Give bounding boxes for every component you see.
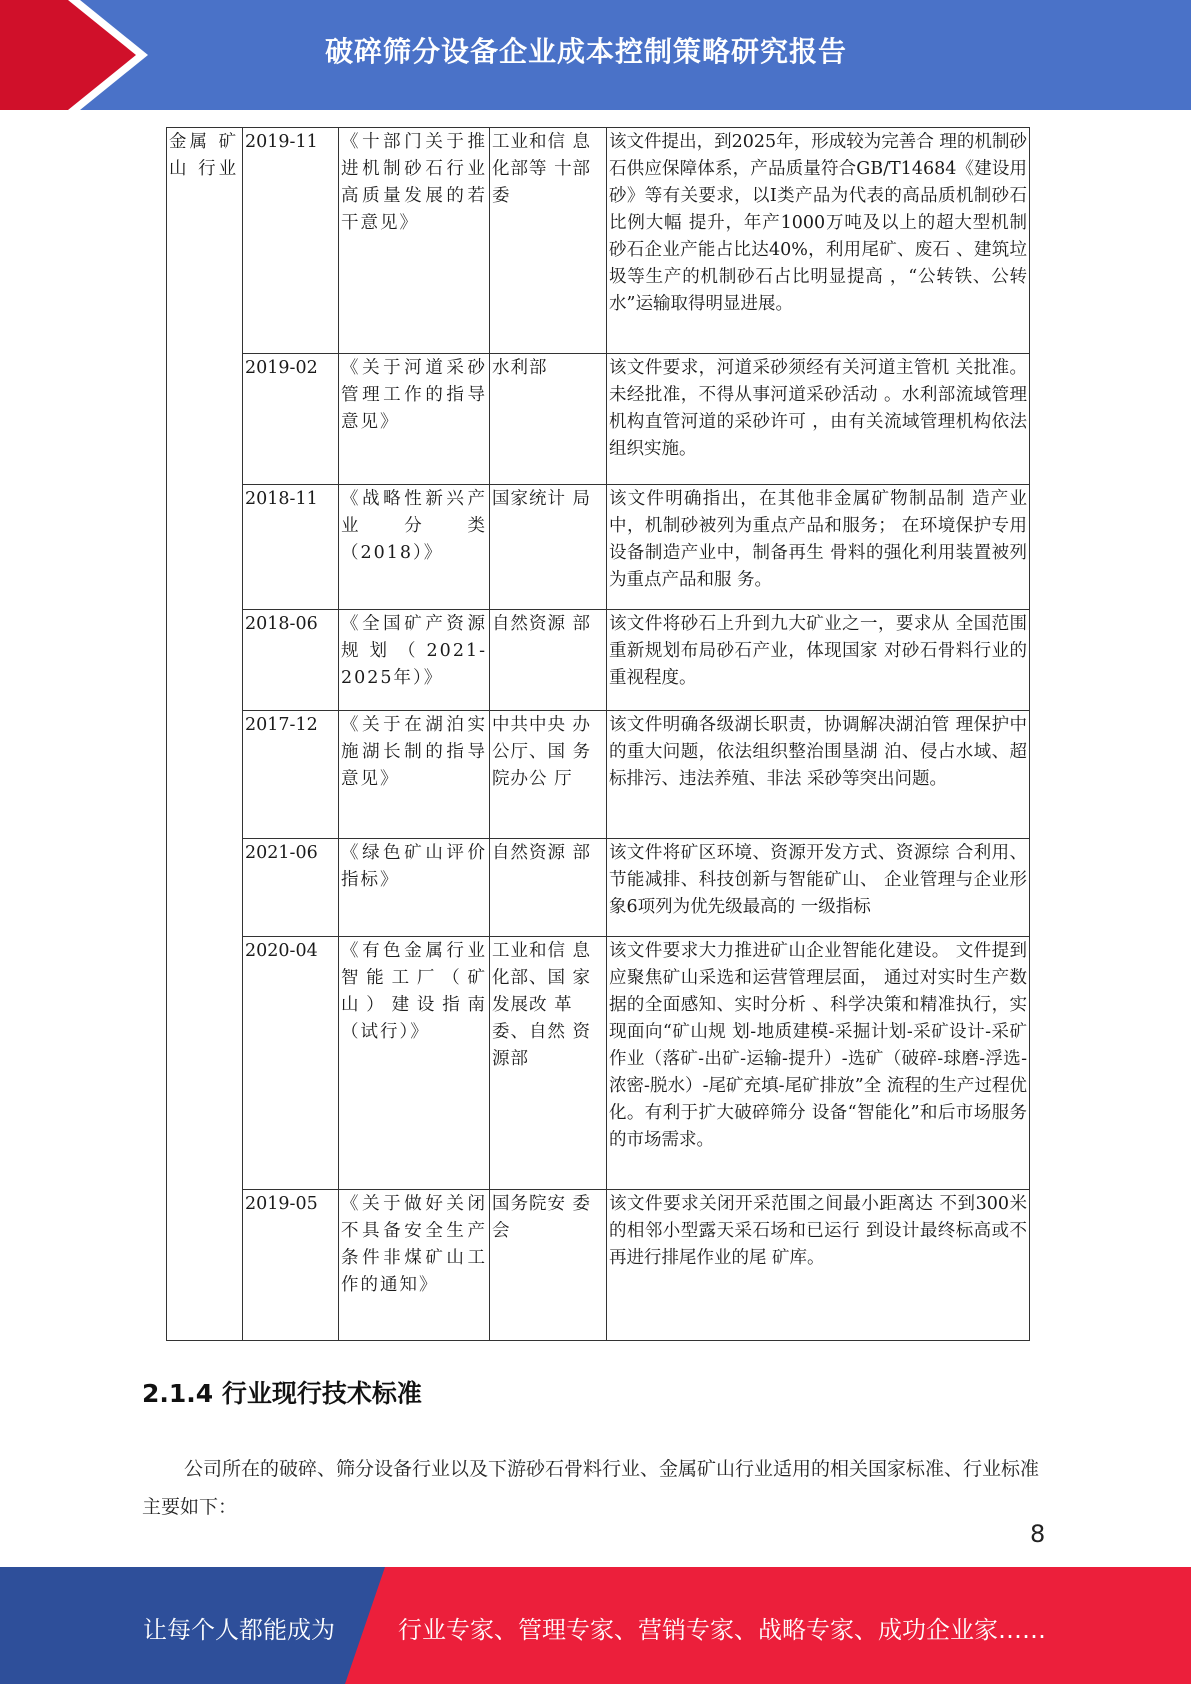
document-cell: 《关于做好关闭不具备安全生产条件非煤矿山工作的通知》 xyxy=(339,1190,490,1341)
category-cell xyxy=(167,128,243,1341)
description-cell: 该文件要求关闭开采范围之间最小距离达 不到300米的相邻小型露天采石场和已运行 到设计最终标高或不再进行排尾作业的尾 矿库。 xyxy=(607,1190,1030,1341)
document-cell: 《绿色矿山评价指标》 xyxy=(339,839,490,937)
page-number: 8 xyxy=(1030,1520,1046,1548)
date-cell: 2020-04 xyxy=(243,937,339,1190)
footer-slogan-right: 行业专家、管理专家、营销专家、战略专家、成功企业家…… xyxy=(398,1616,1046,1644)
description-cell: 该文件要求，河道采砂须经有关河道主管机 关批准。未经批准，不得从事河道采砂活动 。水利部流域管理机构直管河道的采砂许可 ，由有关流域管理机构依法组织实施。 xyxy=(607,354,1030,485)
category-label: 金属 矿 山 行业 xyxy=(169,132,240,179)
table-row xyxy=(167,1190,1030,1341)
date-cell: 2019-11 xyxy=(243,128,339,354)
date-cell: 2021-06 xyxy=(243,839,339,937)
page-header xyxy=(0,0,1191,110)
date-cell: 2019-05 xyxy=(243,1190,339,1341)
department-cell: 国务院安 委会 xyxy=(490,1190,607,1341)
department-cell: 工业和信 息化部、国 家发展改 革委、自然 资源部 xyxy=(490,937,607,1190)
date-cell: 2018-06 xyxy=(243,610,339,711)
document-cell: 《全国矿产资源规划（2021-2025年）》 xyxy=(339,610,490,711)
date-cell: 2019-02 xyxy=(243,354,339,485)
description-cell: 该文件提出，到2025年，形成较为完善合 理的机制砂石供应保障体系，产品质量符合GB/T14684《建设用砂》等有关要求，以Ⅰ类产品为代表的高品质机制砂石比例大幅 提升，年产1000万吨及以上的超大型机制 砂石企业产能占比达40%，利用尾矿、废石 、建筑垃圾等生产的机制砂石占比明显提高 ，“公转铁、公转水”运输取得明显进展。 xyxy=(607,128,1030,354)
department-cell: 工业和信 息化部等 十部委 xyxy=(490,128,607,354)
document-cell: 《关于河道采砂管理工作的指导意见》 xyxy=(339,354,490,485)
document-cell: 《有色金属行业智能工厂（矿山）建设指南（试行）》 xyxy=(339,937,490,1190)
department-cell: 自然资源 部 xyxy=(490,610,607,711)
document-cell: 《关于在湖泊实施湖长制的指导意见》 xyxy=(339,711,490,839)
table-row xyxy=(167,711,1030,839)
section-heading: 2.1.4 行业现行技术标准 xyxy=(142,1379,422,1408)
table-row xyxy=(167,485,1030,610)
footer-slogan-left: 让每个人都能成为 xyxy=(143,1616,335,1644)
table-row xyxy=(167,839,1030,937)
table-row xyxy=(167,610,1030,711)
department-cell: 国家统计 局 xyxy=(490,485,607,610)
page-footer xyxy=(0,1567,1191,1684)
description-cell: 该文件明确指出，在其他非金属矿物制品制 造产业中，机制砂被列为重点产品和服务； 在环境保护专用设备制造产业中，制备再生 骨料的强化利用装置被列为重点产品和服 务。 xyxy=(607,485,1030,610)
department-cell: 中共中央 办公厅、国 务院办公 厅 xyxy=(490,711,607,839)
date-cell: 2017-12 xyxy=(243,711,339,839)
date-cell: 2018-11 xyxy=(243,485,339,610)
report-title: 破碎筛分设备企业成本控制策略研究报告 xyxy=(325,35,848,68)
body-paragraph: 公司所在的破碎、筛分设备行业以及下游砂石骨料行业、金属矿山行业适用的相关国家标准、行业标准主要如下： xyxy=(142,1458,1040,1518)
document-cell: 《战略性新兴产业分类（2018）》 xyxy=(339,485,490,610)
policy-table xyxy=(166,127,1030,1341)
description-cell: 该文件要求大力推进矿山企业智能化建设。 文件提到应聚焦矿山采选和运营管理层面， 通过对实时生产数据的全面感知、实时分析 、科学决策和精准执行，实现面向“矿山规 划-地质建模-采掘计划-采矿设计-采矿作业（落矿-出矿-运输-提升）-选矿（破碎-球磨-浮选-浓密-脱水）-尾矿充填-尾矿排放”全 流程的生产过程优化。有利于扩大破碎筛分 设备“智能化”和后市场服务的市场需求。 xyxy=(607,937,1030,1190)
table-row xyxy=(167,128,1030,354)
description-cell: 该文件将砂石上升到九大矿业之一，要求从 全国范围重新规划布局砂石产业，体现国家 对砂石骨料行业的重视程度。 xyxy=(607,610,1030,711)
department-cell: 水利部 xyxy=(490,354,607,485)
description-cell: 该文件明确各级湖长职责，协调解决湖泊管 理保护中的重大问题，依法组织整治围垦湖 泊、侵占水域、超标排污、违法养殖、非法 采砂等突出问题。 xyxy=(607,711,1030,839)
department-cell: 自然资源 部 xyxy=(490,839,607,937)
table-row xyxy=(167,937,1030,1190)
document-cell: 《十部门关于推进机制砂石行业高质量发展的若干意见》 xyxy=(339,128,490,354)
table-row xyxy=(167,354,1030,485)
description-cell: 该文件将矿区环境、资源开发方式、资源综 合利用、节能减排、科技创新与智能矿山、 企业管理与企业形象6项列为优先级最高的 一级指标 xyxy=(607,839,1030,937)
